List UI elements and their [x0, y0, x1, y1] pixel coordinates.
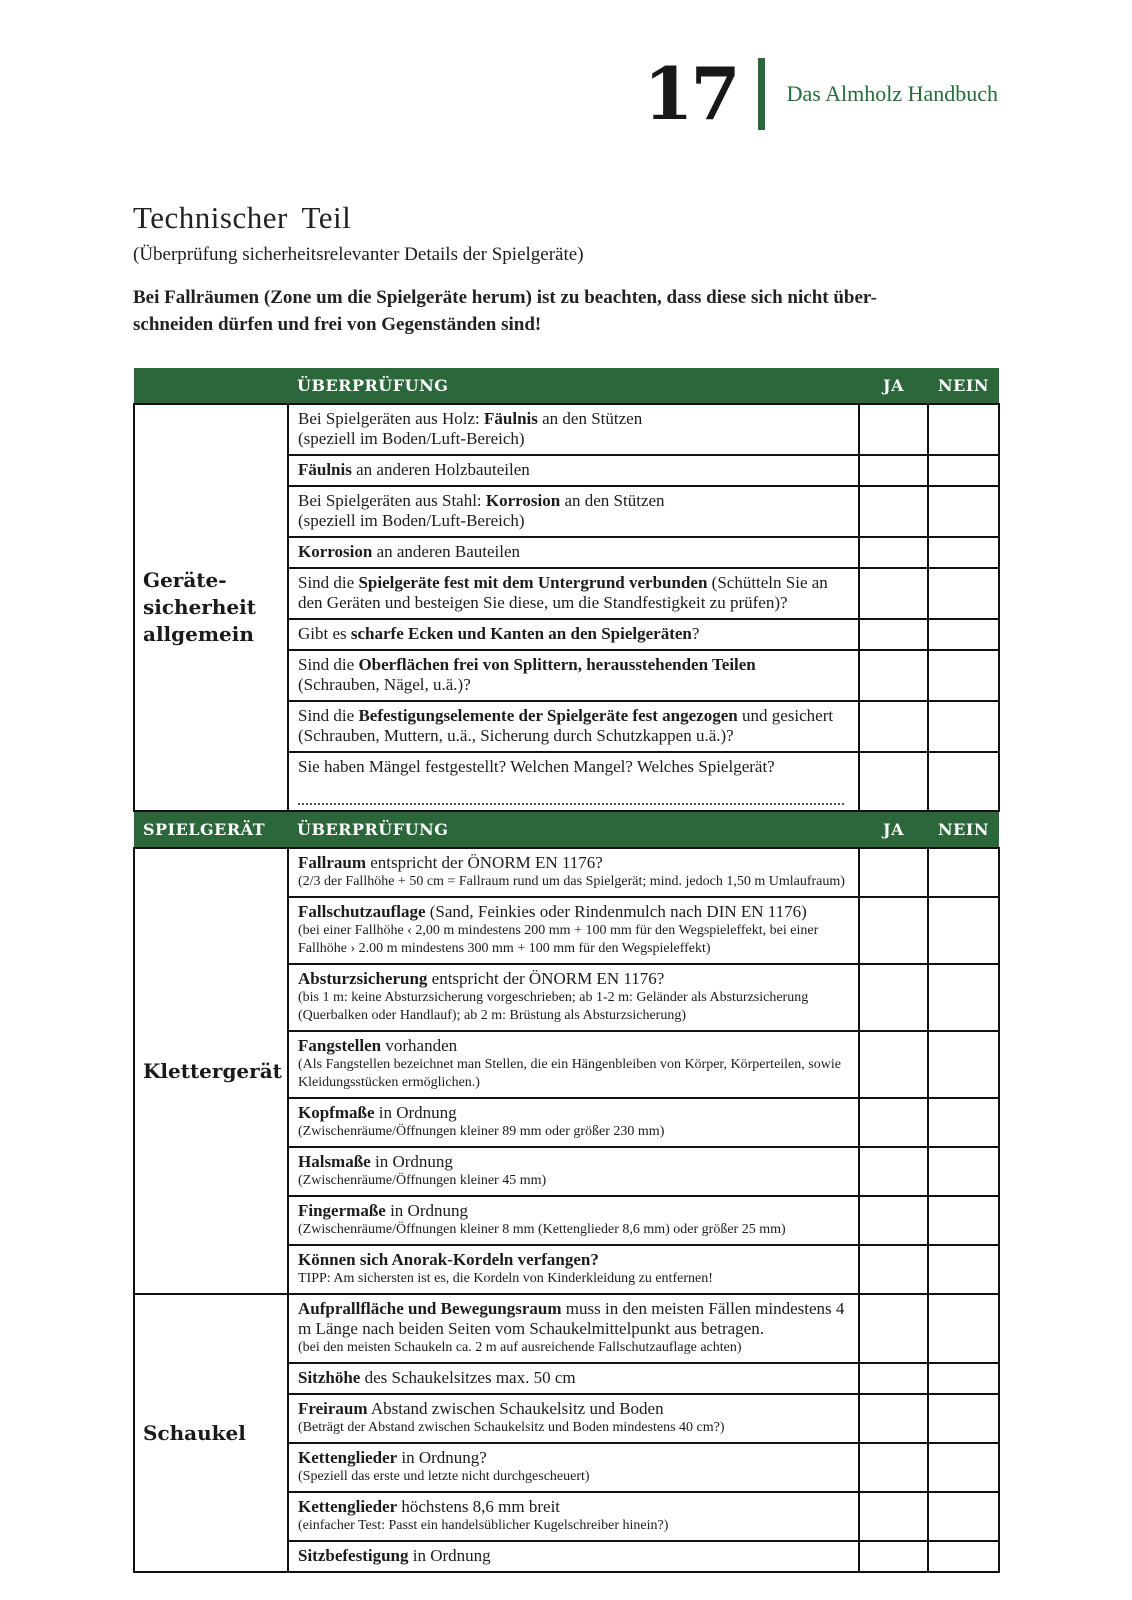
table-header-row — [134, 368, 999, 404]
ja-cell — [859, 1492, 928, 1541]
nein-cell — [928, 752, 999, 811]
nein-cell — [928, 619, 999, 650]
table-row — [134, 1294, 999, 1363]
nein-cell — [928, 1196, 999, 1245]
ja-cell — [859, 1196, 928, 1245]
nein-cell — [928, 568, 999, 619]
check-item: Korrosion an anderen Bauteilen — [288, 537, 859, 568]
check-item: Bei Spielgeräten aus Stahl: Korrosion an den Stützen (speziell im Boden/Luft-Bereich) — [288, 486, 859, 537]
ja-cell — [859, 1245, 928, 1294]
nein-cell — [928, 1294, 999, 1363]
ja-cell — [859, 537, 928, 568]
check-item: Sitzbefestigung in Ordnung — [288, 1541, 859, 1572]
section-label-geraetesicherheit: Geräte- sicherheit allgemein — [134, 404, 288, 811]
header-divider-bar — [758, 58, 765, 130]
check-item: Gibt es scharfe Ecken und Kanten an den Spielgeräten? — [288, 619, 859, 650]
nein-cell — [928, 1443, 999, 1492]
nein-cell — [928, 897, 999, 964]
check-item: Sitzhöhe des Schaukelsitzes max. 50 cm — [288, 1363, 859, 1394]
ja-cell — [859, 486, 928, 537]
ja-cell — [859, 568, 928, 619]
check-item: Sind die Befestigungselemente der Spielgeräte fest angezogen und gesichert (Schrauben, Muttern, u.ä., Sicherung durch Schutzkappen u.ä.)? — [288, 701, 859, 752]
handbook-title: Das Almholz Handbuch — [786, 81, 998, 106]
ja-cell — [859, 1294, 928, 1363]
checklist-table-devices — [133, 812, 1000, 1573]
table-header-row — [134, 812, 999, 848]
page-number: 17 — [643, 51, 738, 136]
header-nein: NEIN — [928, 812, 999, 848]
header-spielgeraet: SPIELGERÄT — [134, 812, 288, 848]
check-item: Sind die Oberflächen frei von Splittern, herausstehenden Teilen (Schrauben, Nägel, u.ä.)? — [288, 650, 859, 701]
check-item: Fäulnis an anderen Holzbauteilen — [288, 455, 859, 486]
header-nein: NEIN — [928, 368, 999, 404]
nein-cell — [928, 1363, 999, 1394]
ja-cell — [859, 650, 928, 701]
nein-cell — [928, 848, 999, 897]
header-empty-cell — [134, 368, 288, 404]
check-item-writein: Sie haben Mängel festgestellt? Welchen Mangel? Welches Spielgerät? — [288, 752, 859, 811]
nein-cell — [928, 486, 999, 537]
intro-paragraph — [133, 284, 998, 338]
check-item: Aufprallfläche und Bewegungsraum muss in den meisten Fällen mindestens 4 m Länge nach beiden Seiten vom Schaukelmittelpunkt aus betragen. (bei den meisten Schaukeln ca. 2 m auf ausreichende Fallschutzauflage achten) — [288, 1294, 859, 1363]
check-item: Können sich Anorak-Kordeln verfangen? TIPP: Am sichersten ist es, die Kordeln von Kinderkleidung zu entfernen! — [288, 1245, 859, 1294]
table-row — [134, 404, 999, 455]
section-label-schaukel: Schaukel — [134, 1294, 288, 1572]
header-ja: JA — [859, 812, 928, 848]
check-item: Fingermaße in Ordnung (Zwischenräume/Öffnungen kleiner 8 mm (Kettenglieder 8,6 mm) oder größer 25 mm) — [288, 1196, 859, 1245]
write-in-line — [298, 803, 844, 805]
checklist-table-general — [133, 368, 1000, 812]
ja-cell — [859, 455, 928, 486]
nein-cell — [928, 701, 999, 752]
check-item: Absturzsicherung entspricht der ÖNORM EN 1176? (bis 1 m: keine Absturzsicherung vorgeschrieben; ab 1-2 m: Geländer als Absturzsicherung (Querbalken oder Handlauf); ab 2 m: Brüstung als Absturzsicherung) — [288, 964, 859, 1031]
check-item: Bei Spielgeräten aus Holz: Fäulnis an den Stützen (speziell im Boden/Luft-Bereich) — [288, 404, 859, 455]
section-label-klettergeraet: Klettergerät — [134, 848, 288, 1294]
page-subtitle: (Überprüfung sicherheitsrelevanter Details der Spielgeräte) — [133, 244, 584, 265]
ja-cell — [859, 1147, 928, 1196]
check-item: Kettenglieder höchstens 8,6 mm breit (einfacher Test: Passt ein handelsüblicher Kugelschreiber hinein?) — [288, 1492, 859, 1541]
nein-cell — [928, 1492, 999, 1541]
intro-line-2: schneiden dürfen und frei von Gegenständen sind! — [133, 314, 542, 335]
ja-cell — [859, 964, 928, 1031]
nein-cell — [928, 1245, 999, 1294]
check-item: Fallraum entspricht der ÖNORM EN 1176? (2/3 der Fallhöhe + 50 cm = Fallraum rund um das Spielgerät; mind. jedoch 1,50 m Umlaufraum) — [288, 848, 859, 897]
nein-cell — [928, 1031, 999, 1098]
header-ueberpruefung: ÜBERPRÜFUNG — [288, 368, 859, 404]
ja-cell — [859, 848, 928, 897]
check-item: Kopfmaße in Ordnung (Zwischenräume/Öffnungen kleiner 89 mm oder größer 230 mm) — [288, 1098, 859, 1147]
ja-cell — [859, 752, 928, 811]
nein-cell — [928, 455, 999, 486]
ja-cell — [859, 619, 928, 650]
check-item: Fallschutzauflage (Sand, Feinkies oder Rindenmulch nach DIN EN 1176) (bei einer Fallhöhe ‹ 2,00 m mindestens 200 mm + 100 mm für den Wegspieleffekt, bei einer Fallhöhe › 2.00 m mindestens 300 mm + 100 mm für den Wegspieleffekt) — [288, 897, 859, 964]
ja-cell — [859, 1363, 928, 1394]
nein-cell — [928, 404, 999, 455]
nein-cell — [928, 1541, 999, 1572]
intro-line-1: Bei Fallräumen (Zone um die Spielgeräte herum) ist zu beachten, dass diese sich nicht über- — [133, 287, 877, 308]
nein-cell — [928, 1098, 999, 1147]
ja-cell — [859, 701, 928, 752]
check-item: Freiraum Abstand zwischen Schaukelsitz und Boden (Beträgt der Abstand zwischen Schaukelsitz und Boden mindestens 40 cm?) — [288, 1394, 859, 1443]
ja-cell — [859, 1443, 928, 1492]
content-area — [133, 200, 998, 1573]
check-item: Kettenglieder in Ordnung? (Speziell das erste und letzte nicht durchgescheuert) — [288, 1443, 859, 1492]
ja-cell — [859, 897, 928, 964]
ja-cell — [859, 1031, 928, 1098]
ja-cell — [859, 1541, 928, 1572]
nein-cell — [928, 1394, 999, 1443]
ja-cell — [859, 1098, 928, 1147]
nein-cell — [928, 964, 999, 1031]
check-item: Sind die Spielgeräte fest mit dem Untergrund verbunden (Schütteln Sie an den Geräten und besteigen Sie diese, um die Standfestigkeit zu prüfen)? — [288, 568, 859, 619]
nein-cell — [928, 1147, 999, 1196]
check-item: Halsmaße in Ordnung (Zwischenräume/Öffnungen kleiner 45 mm) — [288, 1147, 859, 1196]
nein-cell — [928, 650, 999, 701]
nein-cell — [928, 537, 999, 568]
header-ja: JA — [859, 368, 928, 404]
page-header — [643, 51, 998, 136]
table-row — [134, 848, 999, 897]
header-ueberpruefung: ÜBERPRÜFUNG — [288, 812, 859, 848]
ja-cell — [859, 404, 928, 455]
check-item: Fangstellen vorhanden (Als Fangstellen bezeichnet man Stellen, die ein Hängenbleiben von Körper, Körperteilen, sowie Kleidungsstücken ermöglichen.) — [288, 1031, 859, 1098]
ja-cell — [859, 1394, 928, 1443]
page-title: Technischer Teil — [133, 200, 352, 235]
